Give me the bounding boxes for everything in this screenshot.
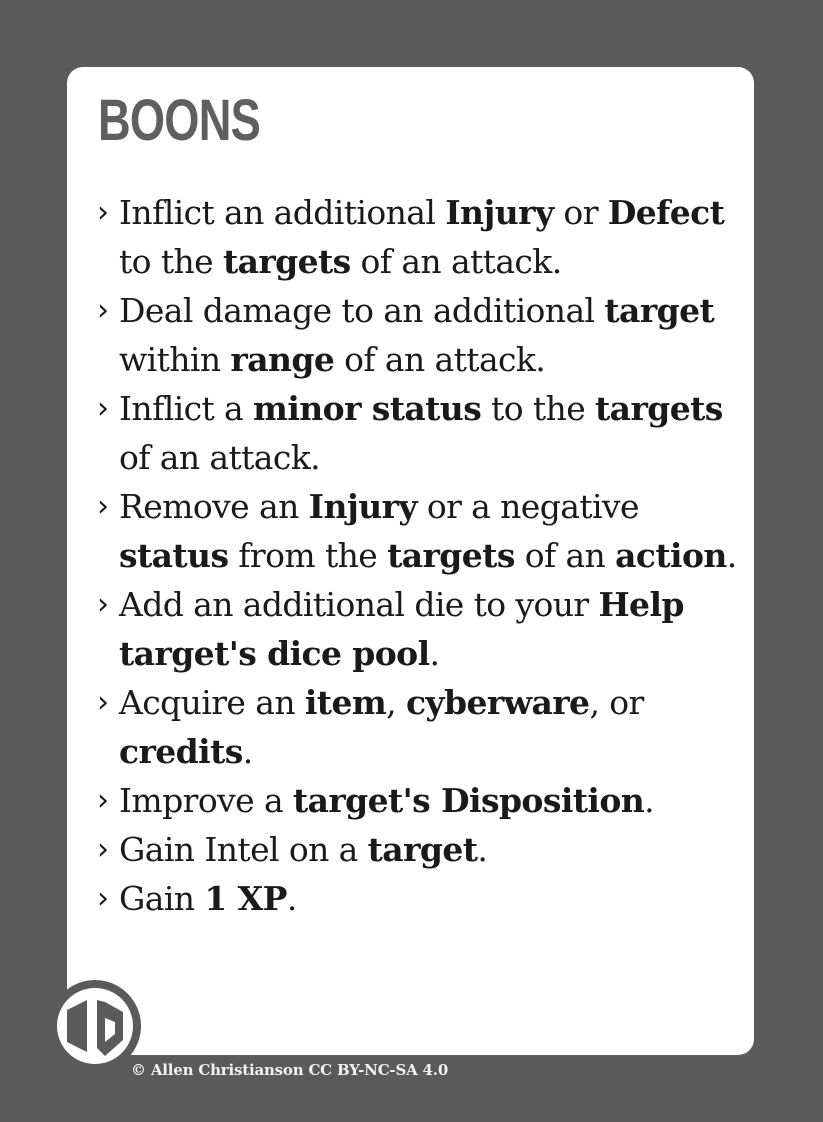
boon-text: from the xyxy=(228,536,388,575)
boon-text: Inflict an additional xyxy=(119,193,446,232)
boon-text: or a negative xyxy=(416,487,639,526)
boon-keyword: targets xyxy=(222,242,351,281)
boon-text: Improve a xyxy=(119,781,293,820)
bullet-chevron-icon: › xyxy=(97,832,109,867)
bullet-chevron-icon: › xyxy=(97,587,109,622)
boon-keyword: 1 XP xyxy=(204,879,287,918)
boon-keyword: item xyxy=(304,683,387,722)
boon-keyword: cyberware xyxy=(405,683,590,722)
boon-keyword: targets xyxy=(595,389,723,428)
boon-text: within xyxy=(119,340,231,379)
boon-item xyxy=(97,678,747,776)
boons-card xyxy=(67,67,754,1055)
boon-keyword: target xyxy=(604,291,715,330)
boon-text: Add an additional die to your xyxy=(119,585,599,624)
boon-item xyxy=(97,482,747,580)
boon-keyword: credits xyxy=(119,732,243,771)
boon-text: . xyxy=(726,536,737,575)
arrow-emblem-icon xyxy=(49,980,141,1072)
boon-item xyxy=(97,825,747,874)
boon-keyword: Defect xyxy=(607,193,725,232)
boon-text: . xyxy=(644,781,655,820)
bullet-chevron-icon: › xyxy=(97,783,109,818)
bullet-chevron-icon: › xyxy=(97,881,109,916)
boon-text: . xyxy=(286,879,297,918)
boon-keyword: status xyxy=(119,536,229,575)
boon-text: , or xyxy=(589,683,644,722)
boon-item xyxy=(97,874,747,923)
bullet-chevron-icon: › xyxy=(97,391,109,426)
boon-text: . xyxy=(429,634,440,673)
boon-text: or xyxy=(553,193,608,232)
boon-keyword: targets xyxy=(387,536,515,575)
boon-item xyxy=(97,384,747,482)
boon-text: of an attack. xyxy=(350,242,562,281)
boon-text: Remove an xyxy=(119,487,309,526)
boon-text: Inflict a xyxy=(119,389,254,428)
boon-text: Deal damage to an additional xyxy=(119,291,605,330)
boon-keyword: range xyxy=(230,340,335,379)
copyright-credit: © Allen Christianson CC BY-NC-SA 4.0 xyxy=(131,1061,449,1079)
boon-item xyxy=(97,776,747,825)
boon-item xyxy=(97,580,747,678)
boon-keyword: target xyxy=(367,830,478,869)
bullet-chevron-icon: › xyxy=(97,293,109,328)
boon-keyword: Injury xyxy=(308,487,417,526)
boon-list xyxy=(97,188,747,923)
boon-text: . xyxy=(242,732,253,771)
boon-text: Acquire an xyxy=(119,683,305,722)
boon-text: Gain Intel on a xyxy=(119,830,368,869)
boon-keyword: action xyxy=(615,536,727,575)
card-title: BOONS xyxy=(98,88,260,153)
boon-keyword: Injury xyxy=(445,193,554,232)
boon-text: . xyxy=(477,830,488,869)
boon-keyword: minor status xyxy=(253,389,482,428)
boon-item xyxy=(97,188,747,286)
boon-item xyxy=(97,286,747,384)
bullet-chevron-icon: › xyxy=(97,685,109,720)
boon-text: to the xyxy=(481,389,596,428)
boon-text: , xyxy=(386,683,406,722)
boon-text: of an attack. xyxy=(334,340,546,379)
boon-keyword: target's Disposition xyxy=(292,781,645,820)
boon-text: of an attack. xyxy=(119,438,321,477)
boon-text: Gain xyxy=(119,879,205,918)
bullet-chevron-icon: › xyxy=(97,195,109,230)
boon-text: of an xyxy=(514,536,616,575)
bullet-chevron-icon: › xyxy=(97,489,109,524)
boon-text: to the xyxy=(119,242,223,281)
boon-keyword: Help target's dice pool xyxy=(119,585,684,673)
